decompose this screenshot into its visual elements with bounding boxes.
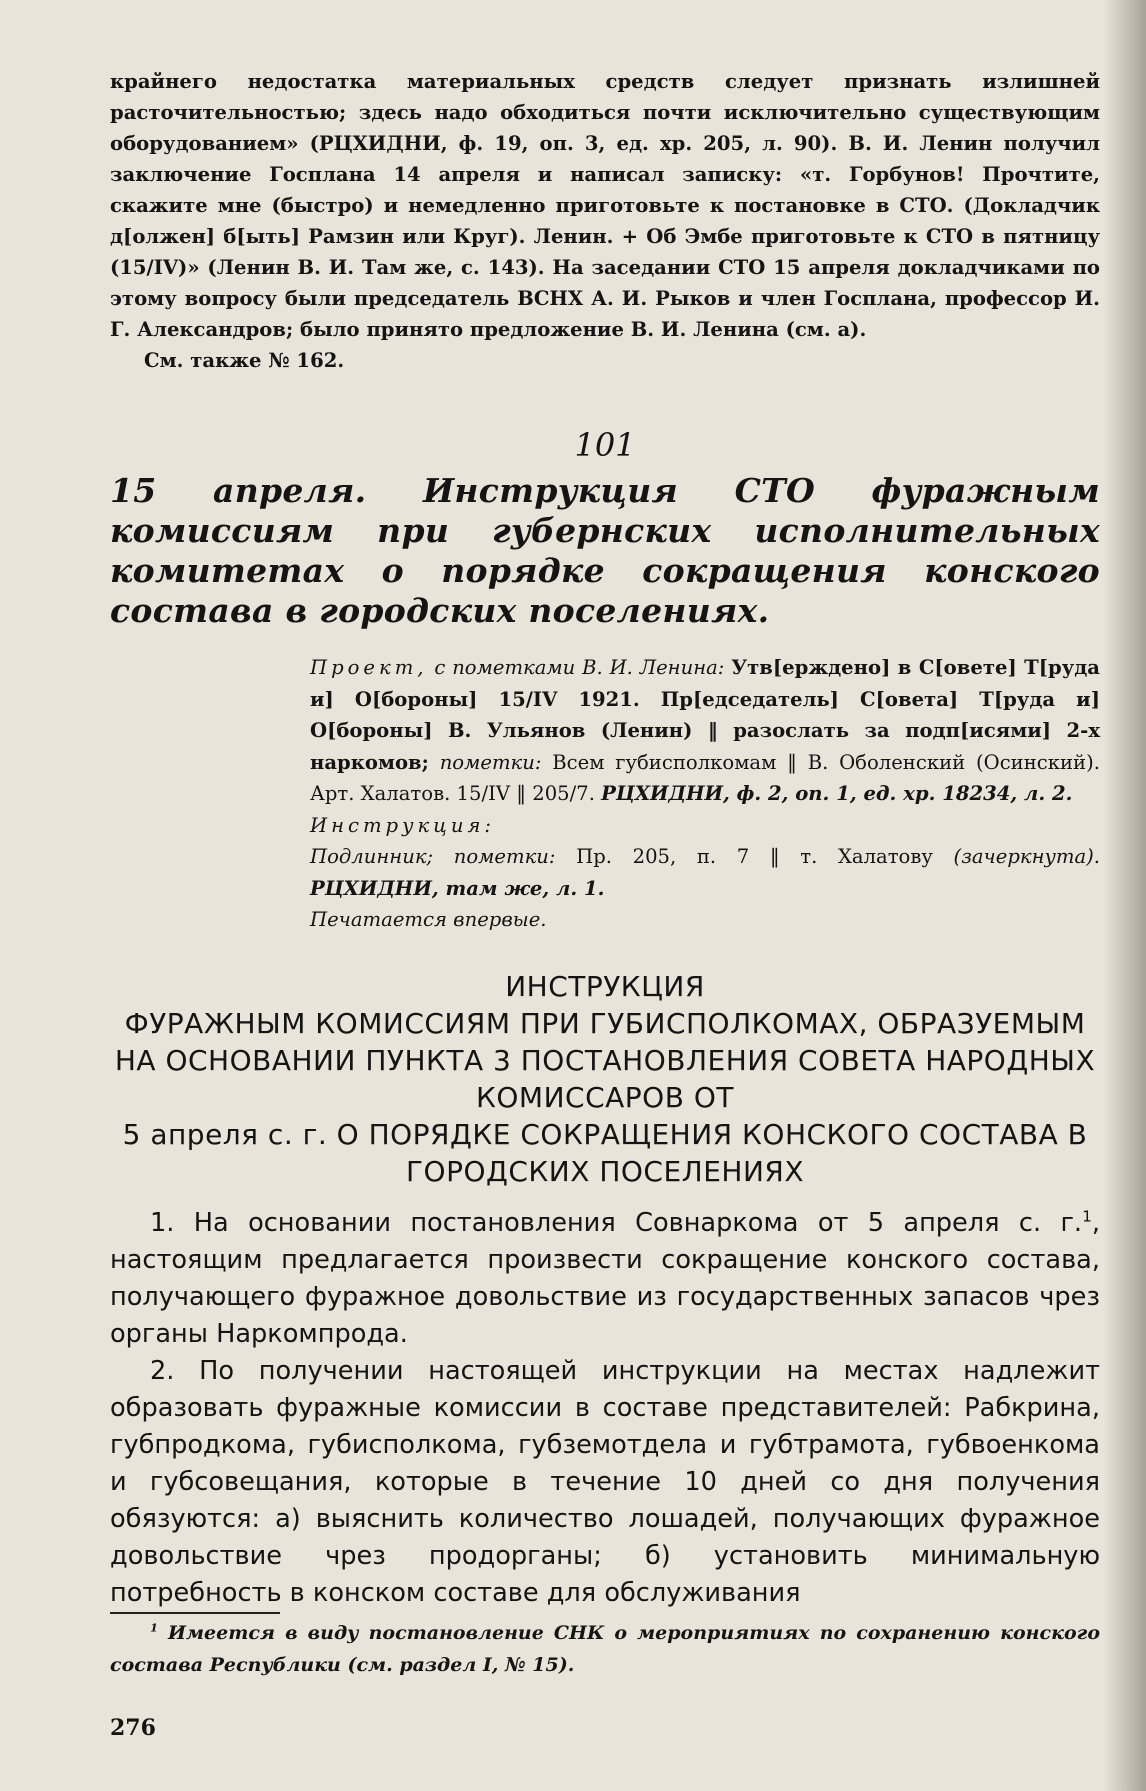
footnote-divider [110,1612,280,1614]
first-print-note: Печатается впервые. [310,908,547,931]
page-number: 276 [110,1715,156,1741]
intro-commentary [110,66,1100,376]
instruction-heading [110,968,1100,1190]
see-also: См. также № 162. [144,349,345,372]
footnote [110,1617,1100,1681]
marks-label: пометки: [439,750,542,774]
draft-intro: с пометками В. И. Ленина: [434,656,725,679]
heading-line-1: ИНСТРУКЦИЯ [505,970,705,1003]
clause-1: 1. На основании постановления Совнаркома от 5 апреля с. г.$^1$, настоящим предлагается произвести сокращение конского состава, получающего фуражное довольствие из государственных запасов чрез органы Наркомпрода. [110,1207,1100,1349]
marks-text: Всем губисполкомам ‖ В. Оболенский (Осинский). Арт. Халатов. 15/IV ‖ 205/7. [310,750,1100,805]
document-number: 101 [574,426,636,464]
original-source: РЦХИДНИ, там же, л. 1. [310,876,605,900]
clause-2: 2. По получении настоящей инструкции на местах надлежит образовать фуражные комиссии в составе представителей: Рабкрина, губпродкома, губисполкома, губземотдела и губтрамота, губвоенкома и губсовещания, которые в течение 10 дней со дня получения обязуются: а) выяснить количество лошадей, получающих фуражное довольствие чрез продорганы; б) установить минимальную потребность в конском составе для обслуживания [110,1356,1100,1608]
instruction-body [110,1205,1100,1612]
footnote-text: Имеется в виду постановление СНК о мероприятиях по сохранению конского состава Республики (см. раздел I, № 15). [110,1622,1100,1676]
draft-label: Проект, [310,656,428,679]
document-title: 15 апреля. Инструкция СТО фуражным комиссиям при губернских исполнительных комитетах о порядке сокращения конского состава в городских поселениях. [110,471,1100,630]
original-text: Пр. 205, п. 7 ‖ т. Халатову [576,845,933,868]
footnote-ref: 1 [1082,1207,1092,1226]
intro-paragraph: крайнего недостатка материальных средств следует признать излишней расточительностью; здесь надо обходиться почти исключительно существующим оборудованием» (РЦХИДНИ, ф. 19, оп. 3, ед. хр. 205, л. 90). В. И. Ленин получил заключение Госплана 14 апреля и написал записку: «т. Горбунов! Прочтите, скажите мне (быстро) и немедленно приготовьте к постановке в СТО. (Докладчик д[олжен] б[ыть] Рамзин или Круг). Ленин. + Об Эмбе приготовьте к СТО в пятницу (15/IV)» (Ленин В. И. Там же, с. 143). На заседании СТО 15 апреля докладчиками по этому вопросу были председатель ВСНХ А. И. Рыков и член Госплана, профессор И. Г. Александров; было принято предложение В. И. Ленина (см. а). [110,70,1100,341]
draft-source: РЦХИДНИ, ф. 2, оп. 1, ед. хр. 18234, л. 2. [601,782,1073,805]
draft-note [310,652,1100,810]
archival-note [310,652,1100,936]
instruction-label: Инструкция: [310,813,496,837]
draft-text: Утв[ерждено] в С[овете] Т[руда и] О[бороны] 15/IV 1921. Пр[едседатель] С[овета] Т[руда и] О[бороны] В. Ульянов (Ленин) ‖ разослать за подп[исями] 2-х наркомов; [310,656,1100,774]
heading-line-2: ФУРАЖНЫМ КОМИССИЯМ ПРИ ГУБИСПОЛКОМАХ, ОБРАЗУЕМЫМ НА ОСНОВАНИИ ПУНКТА 3 ПОСТАНОВЛЕНИЯ СОВЕТА НАРОДНЫХ КОМИССАРОВ ОТ [114,1007,1096,1114]
page-edge-shadow [1104,0,1146,1791]
document-header [110,425,1100,631]
original-label: Подлинник; пометки: [310,845,556,868]
footnote-mark: 1 [150,1620,158,1635]
original-note [310,841,1100,904]
heading-line-3: 5 апреля с. г. О ПОРЯДКЕ СОКРАЩЕНИЯ КОНСКОГО СОСТАВА В ГОРОДСКИХ ПОСЕЛЕНИЯХ [122,1118,1088,1188]
crossed-note: (зачеркнута). [953,845,1100,868]
